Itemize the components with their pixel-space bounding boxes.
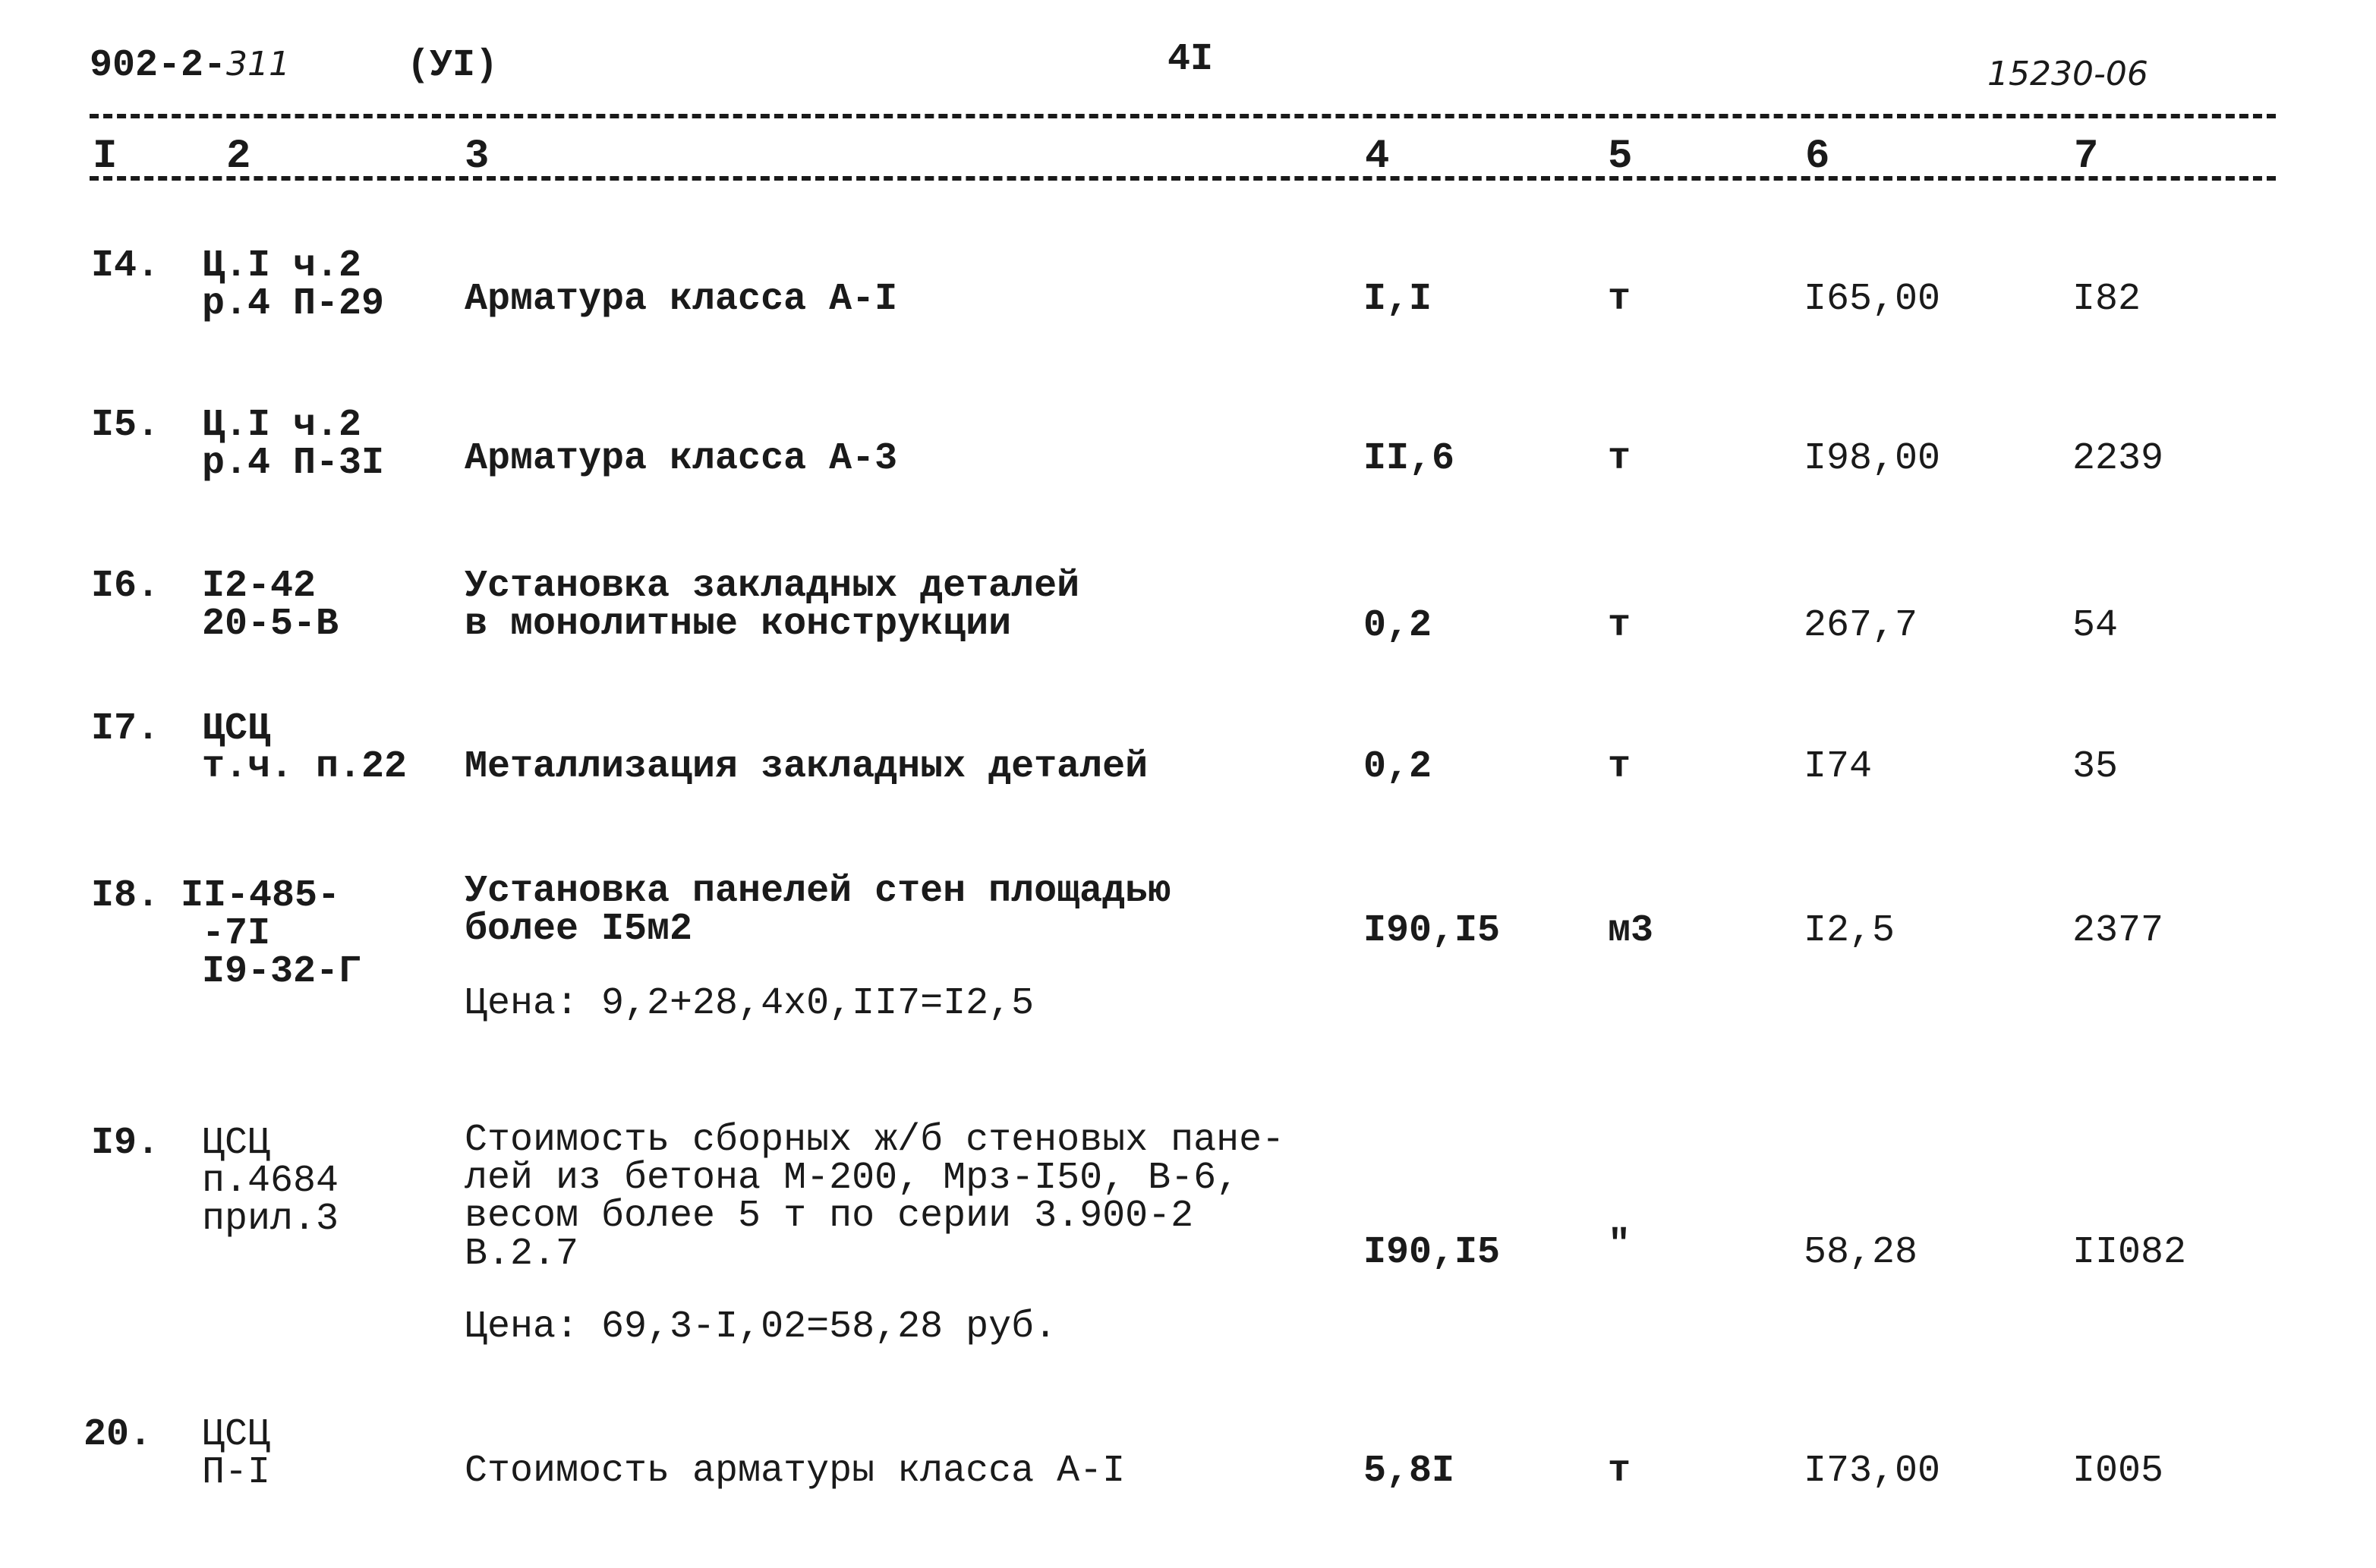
row-description <box>465 1119 1285 1276</box>
row-total: I005 <box>2072 1450 2164 1493</box>
row-code <box>202 404 385 485</box>
row-unit: т <box>1608 745 1631 789</box>
row-code-line: ЦСЦ <box>202 1413 271 1456</box>
row-quantity: I90,I5 <box>1363 909 1501 952</box>
row-code-line: -7I <box>202 912 271 956</box>
row-description: Арматура класса А-3 <box>465 437 898 480</box>
row-unit: т <box>1608 1450 1631 1493</box>
column-number-3: 3 <box>465 134 490 180</box>
row-total: 2377 <box>2072 909 2164 952</box>
row-description-line: в монолитные конструкции <box>465 603 1012 646</box>
row-code <box>202 1413 271 1494</box>
row-quantity: 0,2 <box>1363 604 1432 647</box>
row-code-line: I2-42 <box>202 565 317 608</box>
page-number: 4I <box>1168 38 1214 81</box>
row-code-line: прил.3 <box>202 1198 339 1241</box>
row-unit: м3 <box>1608 909 1654 952</box>
row-description: Металлизация закладных деталей <box>465 745 1149 789</box>
row-price-note: Цена: 69,3-I,02=58,28 руб. <box>465 1305 1057 1349</box>
row-unit: " <box>1608 1223 1631 1267</box>
row-description-line: весом более 5 т по серии 3.900-2 <box>465 1195 1194 1238</box>
row-total: 35 <box>2072 745 2119 789</box>
row-unit-price: I74 <box>1804 745 1873 789</box>
column-number-2: 2 <box>226 134 251 180</box>
document-code-handwritten: 311 <box>226 45 291 83</box>
row-number: I8. <box>91 874 160 918</box>
row-code-line: ЦСЦ <box>202 707 271 751</box>
stamp-number: 15230-06 <box>1987 55 2148 93</box>
column-number-4: 4 <box>1365 134 1390 180</box>
header-divider-bottom <box>90 176 2276 181</box>
row-description-line: Установка панелей стен площадью <box>465 870 1171 913</box>
row-unit-price: I73,00 <box>1804 1450 1941 1493</box>
row-number: I7. <box>91 707 160 751</box>
document-code <box>90 44 290 87</box>
row-description-line: В.2.7 <box>465 1233 579 1276</box>
row-code-line: I9-32-Г <box>202 950 362 993</box>
row-code-line: р.4 П-29 <box>202 282 385 326</box>
row-description <box>465 565 1080 646</box>
row-total: 54 <box>2072 604 2119 647</box>
column-number-7: 7 <box>2074 134 2099 180</box>
row-total: II082 <box>2072 1231 2187 1274</box>
row-code-line: 20-5-В <box>202 603 339 646</box>
row-description <box>465 870 1171 951</box>
row-number: I4. <box>91 244 160 288</box>
row-code-line: П-I <box>202 1451 271 1494</box>
row-unit-price: I65,00 <box>1804 278 1941 321</box>
row-code-line: р.4 П-3I <box>202 442 385 485</box>
row-description-line: лей из бетона М-200, Мрз-I50, В-6, <box>465 1157 1240 1200</box>
row-number: I6. <box>91 565 160 608</box>
row-description-line: Установка закладных деталей <box>465 565 1080 608</box>
row-code <box>202 707 408 789</box>
row-total: I82 <box>2072 278 2141 321</box>
row-code <box>202 565 339 646</box>
document-code-printed: 902-2- <box>90 44 227 87</box>
row-code <box>202 1122 339 1241</box>
row-quantity: I90,I5 <box>1363 1231 1501 1274</box>
row-number: I9. <box>91 1122 160 1165</box>
row-number: I5. <box>91 404 160 447</box>
row-quantity: 0,2 <box>1363 745 1432 789</box>
row-description-line: Стоимость сборных ж/б стеновых пане- <box>465 1119 1285 1162</box>
column-number-1: I <box>93 134 118 180</box>
row-unit-price: 58,28 <box>1804 1231 1918 1274</box>
header-divider-top <box>90 114 2276 118</box>
row-unit: т <box>1608 278 1631 321</box>
row-code-line: т.ч. п.22 <box>202 745 408 789</box>
row-number: 20. <box>84 1413 153 1456</box>
row-unit-price: I2,5 <box>1804 909 1895 952</box>
column-number-5: 5 <box>1608 134 1633 180</box>
row-price-note: Цена: 9,2+28,4x0,II7=I2,5 <box>465 982 1035 1025</box>
row-code <box>181 874 362 993</box>
row-code-line: Ц.I ч.2 <box>202 244 362 288</box>
row-total: 2239 <box>2072 437 2164 480</box>
row-unit-price: I98,00 <box>1804 437 1941 480</box>
row-code-line: Ц.I ч.2 <box>202 404 362 447</box>
sheet-mark: (УI) <box>407 44 499 87</box>
row-code <box>202 244 385 326</box>
row-quantity: I,I <box>1363 278 1432 321</box>
row-description: Стоимость арматуры класса А-I <box>465 1450 1126 1493</box>
row-quantity: 5,8I <box>1363 1450 1455 1493</box>
row-unit: т <box>1608 437 1631 480</box>
row-code-line: ЦСЦ <box>202 1122 271 1165</box>
row-code-line: II-485- <box>181 874 341 918</box>
row-unit: т <box>1608 604 1631 647</box>
row-code-line: п.4684 <box>202 1160 339 1203</box>
column-number-6: 6 <box>1805 134 1830 180</box>
row-description-line: более I5м2 <box>465 908 693 951</box>
row-quantity: II,6 <box>1363 437 1455 480</box>
row-description: Арматура класса А-I <box>465 278 898 321</box>
row-unit-price: 267,7 <box>1804 604 1918 647</box>
